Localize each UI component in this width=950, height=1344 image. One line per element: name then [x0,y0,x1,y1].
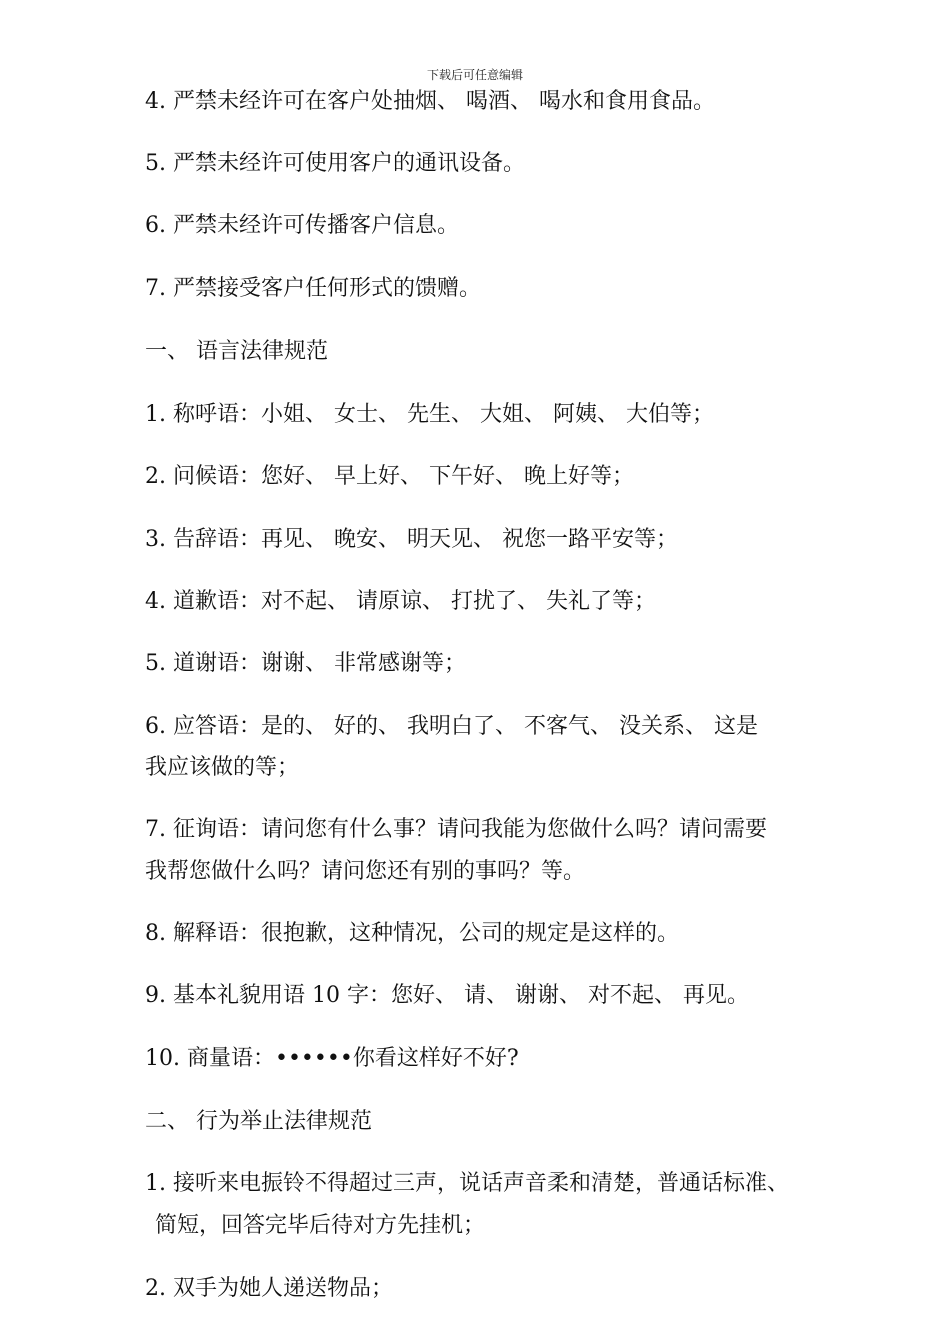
rule-line-5: 5. 严禁未经许可使用客户的通讯设备。 [145,151,525,176]
language-item-1: 1. 称呼语：小姐、 女士、 先生、 大姐、 阿姨、 大伯等； [145,402,714,427]
language-item-4: 4. 道歉语：对不起、 请原谅、 打扰了、 失礼了等； [145,589,656,614]
rule-line-7: 7. 严禁接受客户任何形式的馈赠。 [145,276,481,301]
section-heading-behavior: 二、 行为举止法律规范 [145,1109,372,1134]
language-item-6: 6. 应答语：是的、 好的、 我明白了、 不客气、 没关系、 这是 [145,714,758,739]
behavior-item-1-cont: 简短，回答完毕后待对方先挂机； [155,1213,486,1238]
language-item-8: 8. 解释语：很抱歉，这种情况，公司的规定是这样的。 [145,921,679,946]
language-item-5: 5. 道谢语：谢谢、 非常感谢等； [145,651,466,676]
language-item-2: 2. 问候语：您好、 早上好、 下午好、 晚上好等； [145,464,634,489]
language-item-10: 10. 商量语：••••••你看这样好不好? [145,1046,519,1071]
page-header: 下载后可任意编辑 [426,68,523,82]
behavior-item-1: 1. 接听来电振铃不得超过三声，说话声音柔和清楚，普通话标准、 [145,1171,789,1196]
behavior-item-2: 2. 双手为她人递送物品； [145,1276,393,1301]
language-item-7: 7. 征询语：请问您有什么事？请问我能为您做什么吗？请问需要 [145,817,767,842]
section-heading-language: 一、 语言法律规范 [145,339,328,364]
rule-line-6: 6. 严禁未经许可传播客户信息。 [145,213,459,238]
language-item-3: 3. 告辞语：再见、 晚安、 明天见、 祝您一路平安等； [145,527,678,552]
rule-line-4: 4. 严禁未经许可在客户处抽烟、 喝酒、 喝水和食用食品。 [145,89,715,114]
language-item-6-cont: 我应该做的等； [145,755,300,780]
language-item-7-cont: 我帮您做什么吗？请问您还有别的事吗？等。 [145,859,586,884]
language-item-9: 9. 基本礼貌用语 10 字：您好、 请、 谢谢、 对不起、 再见。 [145,983,749,1008]
